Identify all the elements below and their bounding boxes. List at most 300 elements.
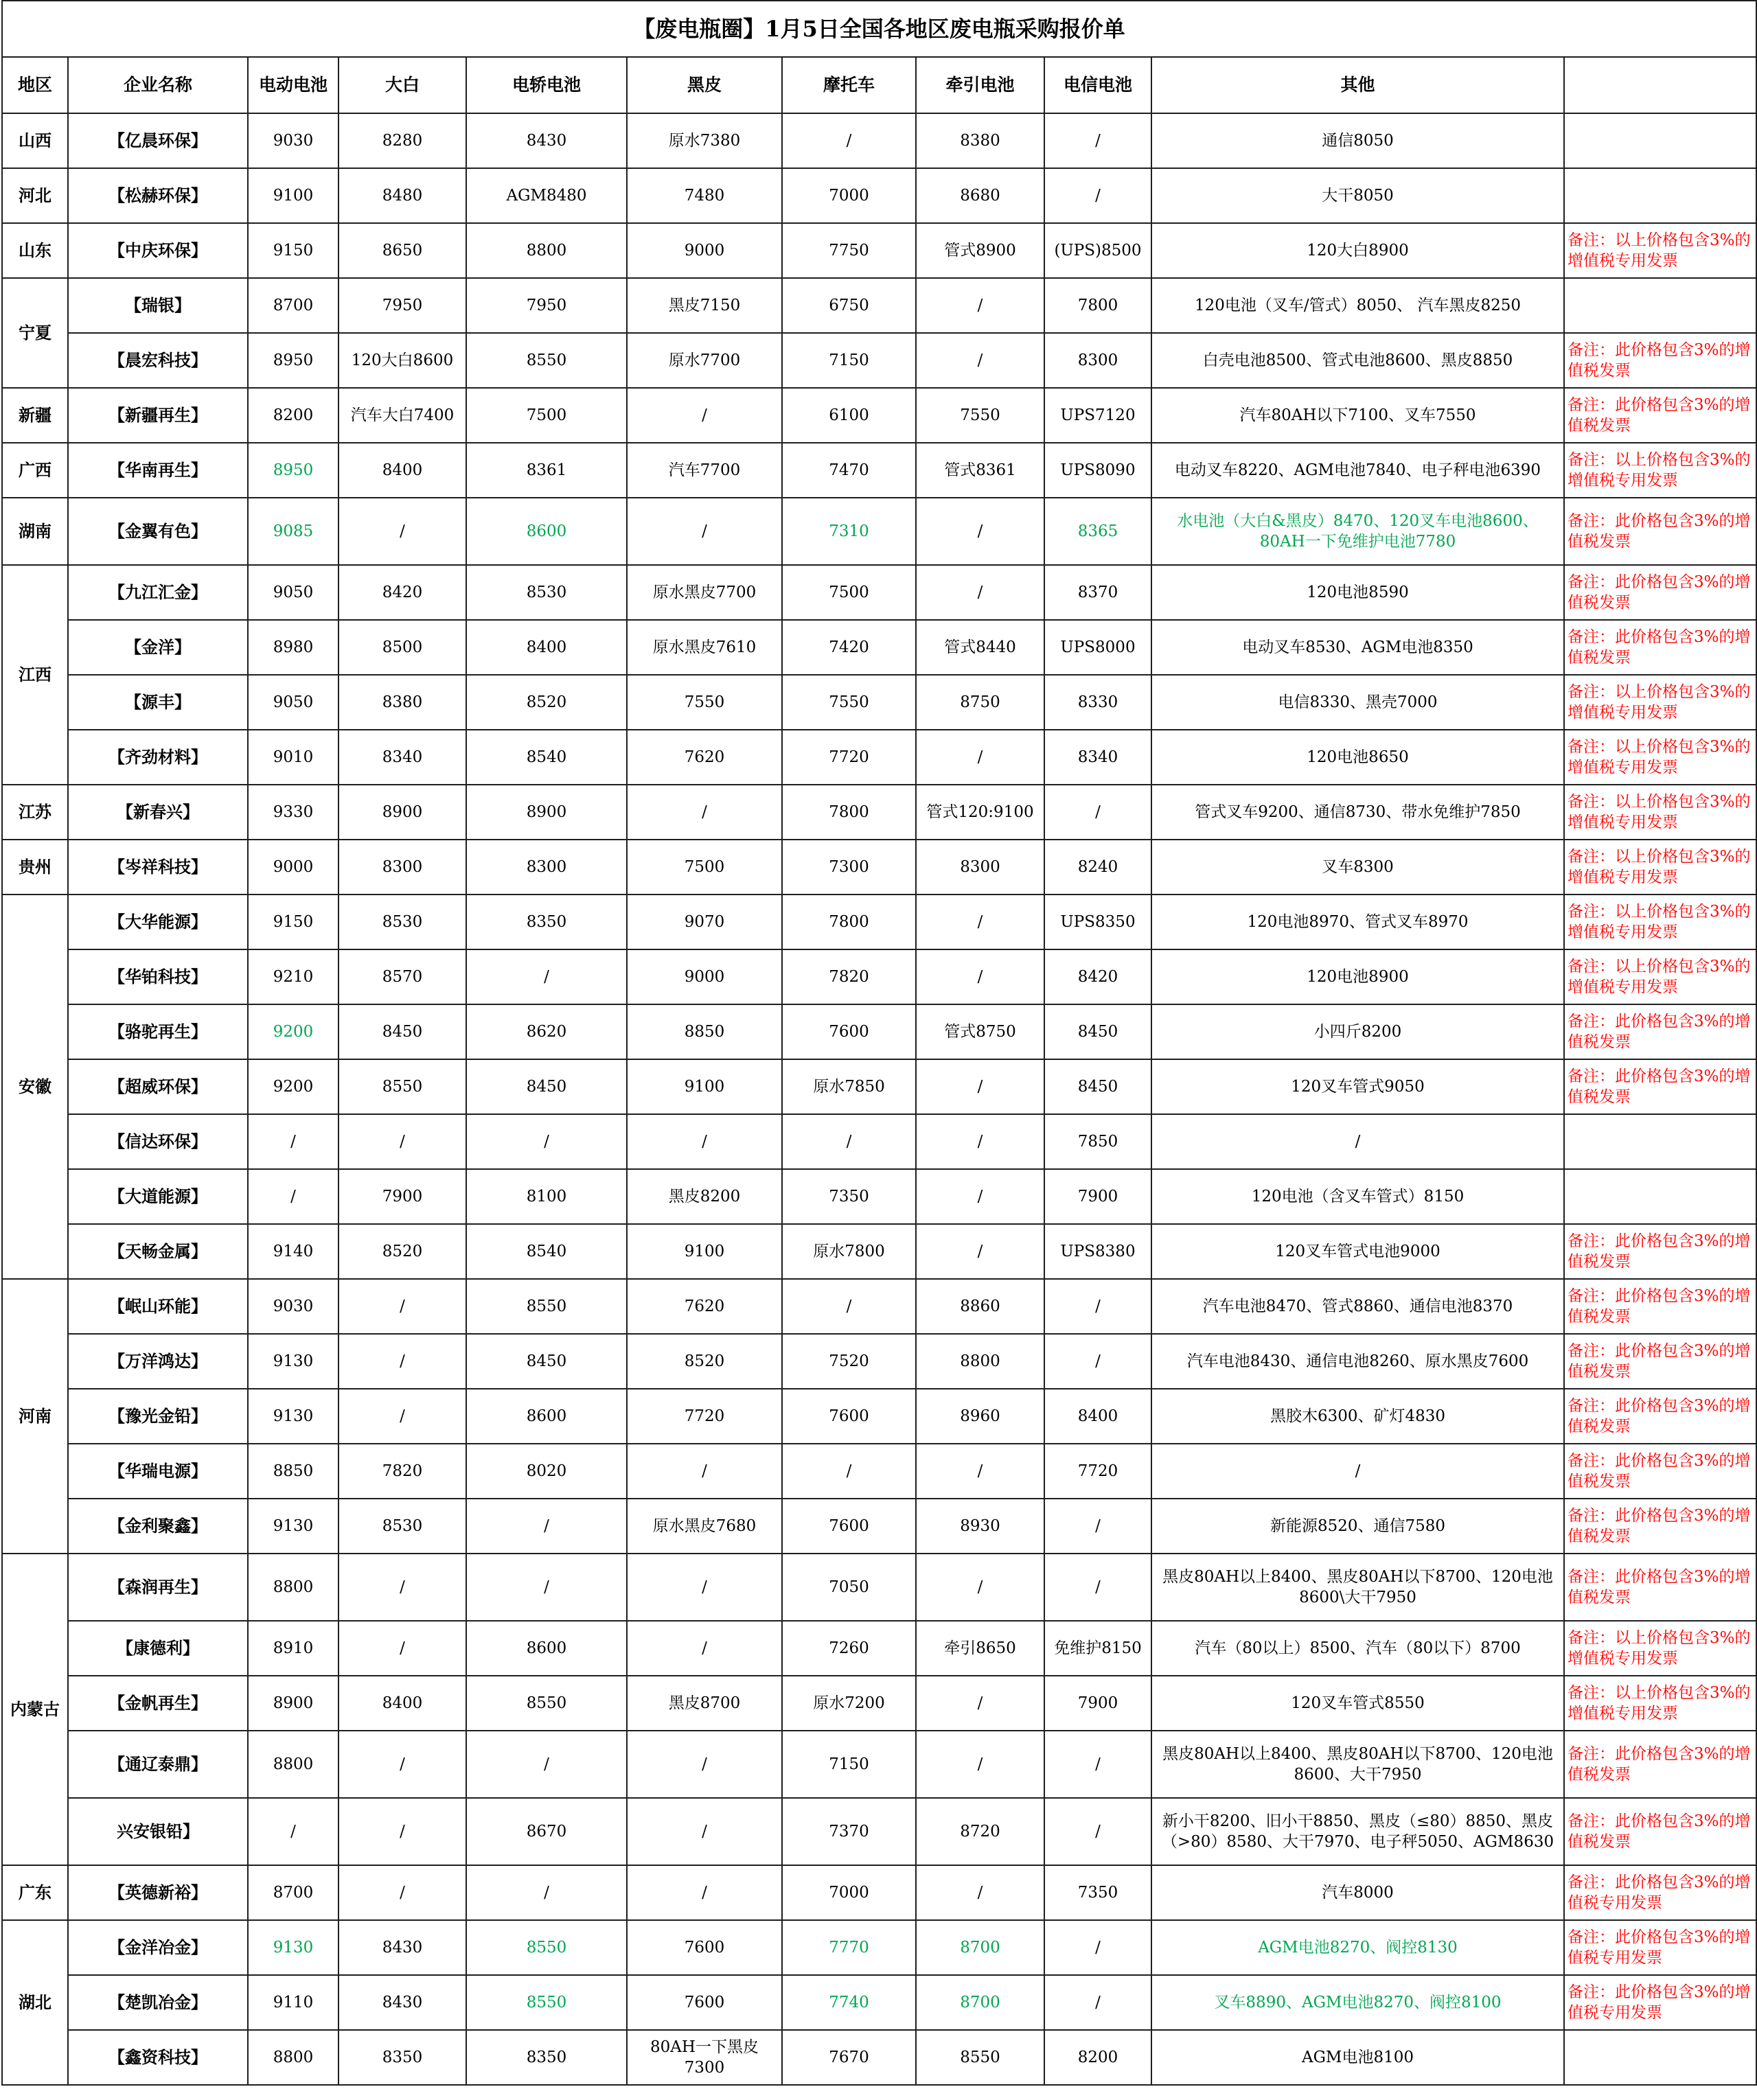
- table-row: [2, 1444, 1756, 1499]
- ev-price: /: [248, 1798, 338, 1865]
- table-body: [2, 113, 1756, 2085]
- ev-price: 9010: [248, 730, 338, 785]
- ev-price: 9330: [248, 785, 338, 840]
- table-row: [2, 1389, 1756, 1444]
- company-name: 【金利聚鑫】: [68, 1499, 248, 1554]
- heipi-price: /: [627, 785, 782, 840]
- note: 备注：此价格包含3%的增值税发票: [1564, 1004, 1756, 1059]
- dianxin-price: /: [1044, 1499, 1151, 1554]
- moto-price: 7800: [782, 785, 916, 840]
- moto-price: 6100: [782, 388, 916, 443]
- other-prices: 新能源8520、通信7580: [1151, 1499, 1564, 1554]
- heipi-price: 7620: [627, 730, 782, 785]
- jiao-price: 7950: [466, 278, 627, 333]
- table-row: [2, 620, 1756, 675]
- dabai-price: 汽车大白7400: [338, 388, 466, 443]
- table-row: [2, 1004, 1756, 1059]
- company-name: 【通辽泰鼎】: [68, 1731, 248, 1798]
- dianxin-price: UPS8380: [1044, 1224, 1151, 1279]
- company-name: 【瑞银】: [68, 278, 248, 333]
- jiao-price: /: [466, 1499, 627, 1554]
- dianxin-price: 8300: [1044, 333, 1151, 388]
- note: 备注：此价格包含3%的增值税发票: [1564, 333, 1756, 388]
- region-cell: 山西: [2, 113, 68, 168]
- table-row: [2, 1224, 1756, 1279]
- note: 备注：以上价格包含3%的增值税专用发票: [1564, 895, 1756, 949]
- other-prices: 120叉车管式8550: [1151, 1676, 1564, 1731]
- heipi-price: 7620: [627, 1279, 782, 1334]
- dabai-price: 8400: [338, 1676, 466, 1731]
- table-row: [2, 1798, 1756, 1865]
- heipi-price: 7500: [627, 840, 782, 895]
- ev-price: 8950: [248, 333, 338, 388]
- note: 备注：此价格包含3%的增值税发票: [1564, 1334, 1756, 1389]
- heipi-price: 9000: [627, 223, 782, 278]
- ev-price: 9030: [248, 1279, 338, 1334]
- note: 备注：此价格包含3%的增值税发票: [1564, 1279, 1756, 1334]
- dabai-price: 8480: [338, 168, 466, 223]
- jiao-price: 8350: [466, 895, 627, 949]
- dianxin-price: 7900: [1044, 1676, 1151, 1731]
- company-name: 【豫光金铅】: [68, 1389, 248, 1444]
- dianxin-price: /: [1044, 1334, 1151, 1389]
- qianyin-price: /: [916, 1865, 1044, 1920]
- qianyin-price: /: [916, 1169, 1044, 1224]
- dabai-price: 8570: [338, 949, 466, 1004]
- jiao-price: 8530: [466, 565, 627, 620]
- ev-price: 8950: [248, 443, 338, 498]
- moto-price: 原水7800: [782, 1224, 916, 1279]
- moto-price: /: [782, 113, 916, 168]
- header-qianyin: 牵引电池: [916, 57, 1044, 113]
- qianyin-price: 8550: [916, 2030, 1044, 2085]
- dabai-price: 8400: [338, 443, 466, 498]
- heipi-price: 原水黑皮7610: [627, 620, 782, 675]
- note: 备注：以上价格包含3%的增值税专用发票: [1564, 840, 1756, 895]
- dianxin-price: /: [1044, 785, 1151, 840]
- table-row: [2, 498, 1756, 565]
- company-name: 【大华能源】: [68, 895, 248, 949]
- note: 备注：此价格包含3%的增值税发票: [1564, 1554, 1756, 1621]
- note: 备注：此价格包含3%的增值税专用发票: [1564, 1865, 1756, 1920]
- qianyin-price: /: [916, 730, 1044, 785]
- dabai-price: 8900: [338, 785, 466, 840]
- ev-price: 9050: [248, 675, 338, 730]
- dianxin-price: UPS7120: [1044, 388, 1151, 443]
- note: 备注：以上价格包含3%的增值税专用发票: [1564, 675, 1756, 730]
- company-name: 【金帆再生】: [68, 1676, 248, 1731]
- note: [1564, 2030, 1756, 2085]
- ev-price: 9085: [248, 498, 338, 565]
- qianyin-price: 8720: [916, 1798, 1044, 1865]
- ev-price: 9130: [248, 1389, 338, 1444]
- dabai-price: 8340: [338, 730, 466, 785]
- dianxin-price: 8400: [1044, 1389, 1151, 1444]
- dianxin-price: 8420: [1044, 949, 1151, 1004]
- ev-price: 8800: [248, 2030, 338, 2085]
- qianyin-price: 7550: [916, 388, 1044, 443]
- note: 备注：此价格包含3%的增值税专用发票: [1564, 1975, 1756, 2030]
- note: 备注：以上价格包含3%的增值税专用发票: [1564, 443, 1756, 498]
- jiao-price: 8800: [466, 223, 627, 278]
- qianyin-price: 8960: [916, 1389, 1044, 1444]
- heipi-price: /: [627, 1554, 782, 1621]
- dabai-price: 8420: [338, 565, 466, 620]
- qianyin-price: 8930: [916, 1499, 1044, 1554]
- dabai-price: 8450: [338, 1004, 466, 1059]
- heipi-price: /: [627, 1865, 782, 1920]
- company-name: 【源丰】: [68, 675, 248, 730]
- table-row: [2, 1279, 1756, 1334]
- note: 备注：此价格包含3%的增值税发票: [1564, 1798, 1756, 1865]
- moto-price: 7350: [782, 1169, 916, 1224]
- ev-price: 9130: [248, 1920, 338, 1975]
- note: 备注：此价格包含3%的增值税发票: [1564, 1224, 1756, 1279]
- dabai-price: 8550: [338, 1059, 466, 1114]
- moto-price: 7600: [782, 1004, 916, 1059]
- dianxin-price: 8450: [1044, 1004, 1151, 1059]
- qianyin-price: /: [916, 1676, 1044, 1731]
- note: 备注：此价格包含3%的增值税发票: [1564, 1059, 1756, 1114]
- table-row: [2, 113, 1756, 168]
- table-row: [2, 785, 1756, 840]
- ev-price: 9140: [248, 1224, 338, 1279]
- moto-price: 7000: [782, 1865, 916, 1920]
- dabai-price: /: [338, 1731, 466, 1798]
- price-table: [1, 0, 1757, 2086]
- header-moto: 摩托车: [782, 57, 916, 113]
- qianyin-price: /: [916, 1224, 1044, 1279]
- company-name: 【大道能源】: [68, 1169, 248, 1224]
- company-name: 【金洋】: [68, 620, 248, 675]
- header-region: 地区: [2, 57, 68, 113]
- dianxin-price: /: [1044, 1798, 1151, 1865]
- heipi-price: /: [627, 1114, 782, 1169]
- page-title: 【废电瓶圈】1月5日全国各地区废电瓶采购报价单: [2, 1, 1756, 57]
- jiao-price: 8450: [466, 1059, 627, 1114]
- jiao-price: 8100: [466, 1169, 627, 1224]
- heipi-price: 80AH一下黑皮7300: [627, 2030, 782, 2085]
- dabai-price: 7900: [338, 1169, 466, 1224]
- qianyin-price: 8300: [916, 840, 1044, 895]
- dianxin-price: 8370: [1044, 565, 1151, 620]
- jiao-price: 8550: [466, 333, 627, 388]
- jiao-price: /: [466, 1114, 627, 1169]
- other-prices: AGM电池8270、阀控8130: [1151, 1920, 1564, 1975]
- moto-price: 7520: [782, 1334, 916, 1389]
- other-prices: 汽车8000: [1151, 1865, 1564, 1920]
- region-cell: 江苏: [2, 785, 68, 840]
- dianxin-price: UPS8000: [1044, 620, 1151, 675]
- company-name: 【亿晨环保】: [68, 113, 248, 168]
- table-row: [2, 388, 1756, 443]
- qianyin-price: 8800: [916, 1334, 1044, 1389]
- company-name: 【楚凯冶金】: [68, 1975, 248, 2030]
- qianyin-price: 8680: [916, 168, 1044, 223]
- table-row: [2, 333, 1756, 388]
- company-name: 【九江汇金】: [68, 565, 248, 620]
- dabai-price: 7820: [338, 1444, 466, 1499]
- heipi-price: 9000: [627, 949, 782, 1004]
- qianyin-price: 管式8361: [916, 443, 1044, 498]
- heipi-price: /: [627, 1798, 782, 1865]
- ev-price: /: [248, 1169, 338, 1224]
- dabai-price: 8530: [338, 895, 466, 949]
- dabai-price: 8430: [338, 1975, 466, 2030]
- region-cell: 广西: [2, 443, 68, 498]
- other-prices: 大干8050: [1151, 168, 1564, 223]
- company-name: 【天畅金属】: [68, 1224, 248, 1279]
- moto-price: 7740: [782, 1975, 916, 2030]
- dianxin-price: UPS8350: [1044, 895, 1151, 949]
- note: [1564, 113, 1756, 168]
- ev-price: 9030: [248, 113, 338, 168]
- ev-price: 9050: [248, 565, 338, 620]
- note: 备注：以上价格包含3%的增值税专用发票: [1564, 1621, 1756, 1676]
- jiao-price: 8670: [466, 1798, 627, 1865]
- moto-price: 7600: [782, 1389, 916, 1444]
- jiao-price: 8620: [466, 1004, 627, 1059]
- dabai-price: 7950: [338, 278, 466, 333]
- jiao-price: 8600: [466, 1389, 627, 1444]
- heipi-price: /: [627, 1621, 782, 1676]
- note: 备注：以上价格包含3%的增值税专用发票: [1564, 730, 1756, 785]
- region-cell: 湖南: [2, 498, 68, 565]
- other-prices: 120叉车管式电池9000: [1151, 1224, 1564, 1279]
- moto-price: 7050: [782, 1554, 916, 1621]
- qianyin-price: /: [916, 1554, 1044, 1621]
- ev-price: 9150: [248, 223, 338, 278]
- qianyin-price: /: [916, 333, 1044, 388]
- jiao-price: 8550: [466, 1676, 627, 1731]
- header-other: 其他: [1151, 57, 1564, 113]
- ev-price: /: [248, 1114, 338, 1169]
- other-prices: 120电池8650: [1151, 730, 1564, 785]
- dianxin-price: (UPS)8500: [1044, 223, 1151, 278]
- moto-price: 7820: [782, 949, 916, 1004]
- company-name: 【万洋鸿达】: [68, 1334, 248, 1389]
- qianyin-price: 管式8440: [916, 620, 1044, 675]
- heipi-price: 7600: [627, 1920, 782, 1975]
- jiao-price: 8600: [466, 498, 627, 565]
- company-name: 【齐劲材料】: [68, 730, 248, 785]
- ev-price: 8850: [248, 1444, 338, 1499]
- other-prices: 叉车8890、AGM电池8270、阀控8100: [1151, 1975, 1564, 2030]
- moto-price: 7310: [782, 498, 916, 565]
- heipi-price: 7480: [627, 168, 782, 223]
- company-name: 【鑫资科技】: [68, 2030, 248, 2085]
- table-row: [2, 675, 1756, 730]
- jiao-price: 8600: [466, 1621, 627, 1676]
- company-name: 【岑祥科技】: [68, 840, 248, 895]
- table-row: [2, 895, 1756, 949]
- jiao-price: 8520: [466, 675, 627, 730]
- ev-price: 9200: [248, 1004, 338, 1059]
- jiao-price: 8400: [466, 620, 627, 675]
- moto-price: 7000: [782, 168, 916, 223]
- table-row: [2, 1334, 1756, 1389]
- dabai-price: /: [338, 1389, 466, 1444]
- ev-price: 8800: [248, 1731, 338, 1798]
- heipi-price: 原水7700: [627, 333, 782, 388]
- moto-price: 原水7200: [782, 1676, 916, 1731]
- moto-price: 7420: [782, 620, 916, 675]
- heipi-price: 9100: [627, 1059, 782, 1114]
- dabai-price: /: [338, 1114, 466, 1169]
- table-row: [2, 223, 1756, 278]
- dianxin-price: /: [1044, 168, 1151, 223]
- jiao-price: /: [466, 1865, 627, 1920]
- company-name: 【华瑞电源】: [68, 1444, 248, 1499]
- company-name: 【中庆环保】: [68, 223, 248, 278]
- jiao-price: /: [466, 1731, 627, 1798]
- company-name: 【康德利】: [68, 1621, 248, 1676]
- note: 备注：此价格包含3%的增值税发票: [1564, 565, 1756, 620]
- ev-price: 8980: [248, 620, 338, 675]
- table-row: [2, 278, 1756, 333]
- note: [1564, 278, 1756, 333]
- moto-price: 7470: [782, 443, 916, 498]
- region-cell: 江西: [2, 565, 68, 785]
- dianxin-price: 7900: [1044, 1169, 1151, 1224]
- heipi-price: 黑皮8200: [627, 1169, 782, 1224]
- ev-price: 9130: [248, 1334, 338, 1389]
- heipi-price: 黑皮8700: [627, 1676, 782, 1731]
- qianyin-price: /: [916, 1444, 1044, 1499]
- price-sheet: [1, 0, 1751, 2086]
- qianyin-price: 管式120:9100: [916, 785, 1044, 840]
- jiao-price: 8350: [466, 2030, 627, 2085]
- region-cell: 安徽: [2, 895, 68, 1279]
- region-cell: 湖北: [2, 1920, 68, 2085]
- heipi-price: /: [627, 1444, 782, 1499]
- company-name: 【晨宏科技】: [68, 333, 248, 388]
- heipi-price: 9100: [627, 1224, 782, 1279]
- company-name: 【华铂科技】: [68, 949, 248, 1004]
- dianxin-price: 8200: [1044, 2030, 1151, 2085]
- dianxin-price: 免维护8150: [1044, 1621, 1151, 1676]
- qianyin-price: 8380: [916, 113, 1044, 168]
- note: 备注：此价格包含3%的增值税发票: [1564, 1499, 1756, 1554]
- jiao-price: 8300: [466, 840, 627, 895]
- note: 备注：以上价格包含3%的增值税专用发票: [1564, 949, 1756, 1004]
- moto-price: 7750: [782, 223, 916, 278]
- qianyin-price: 8700: [916, 1920, 1044, 1975]
- other-prices: 汽车电池8430、通信电池8260、原水黑皮7600: [1151, 1334, 1564, 1389]
- dabai-price: 8280: [338, 113, 466, 168]
- other-prices: 汽车80AH以下7100、叉车7550: [1151, 388, 1564, 443]
- note: 备注：此价格包含3%的增值税发票: [1564, 498, 1756, 565]
- heipi-price: 8520: [627, 1334, 782, 1389]
- other-prices: 120电池8900: [1151, 949, 1564, 1004]
- qianyin-price: /: [916, 498, 1044, 565]
- other-prices: AGM电池8100: [1151, 2030, 1564, 2085]
- other-prices: 120电池（含叉车管式）8150: [1151, 1169, 1564, 1224]
- moto-price: 7670: [782, 2030, 916, 2085]
- region-cell: 河南: [2, 1279, 68, 1554]
- other-prices: /: [1151, 1114, 1564, 1169]
- table-row: [2, 565, 1756, 620]
- jiao-price: 8450: [466, 1334, 627, 1389]
- note: 备注：此价格包含3%的增值税发票: [1564, 1731, 1756, 1798]
- dianxin-price: 7350: [1044, 1865, 1151, 1920]
- other-prices: 黑皮80AH以上8400、黑皮80AH以下8700、120电池8600、大干7950: [1151, 1731, 1564, 1798]
- qianyin-price: 牵引8650: [916, 1621, 1044, 1676]
- header-ev: 电动电池: [248, 57, 338, 113]
- other-prices: 叉车8300: [1151, 840, 1564, 895]
- note: [1564, 1114, 1756, 1169]
- dabai-price: 8500: [338, 620, 466, 675]
- table-row: [2, 1621, 1756, 1676]
- company-name: 【金翼有色】: [68, 498, 248, 565]
- dianxin-price: UPS8090: [1044, 443, 1151, 498]
- dabai-price: 8300: [338, 840, 466, 895]
- jiao-price: 8550: [466, 1279, 627, 1334]
- dianxin-price: /: [1044, 1731, 1151, 1798]
- moto-price: 7370: [782, 1798, 916, 1865]
- moto-price: 7800: [782, 895, 916, 949]
- note: 备注：此价格包含3%的增值税发票: [1564, 388, 1756, 443]
- dabai-price: /: [338, 1554, 466, 1621]
- note: 备注：此价格包含3%的增值税发票: [1564, 1389, 1756, 1444]
- ev-price: 8700: [248, 1865, 338, 1920]
- table-row: [2, 1169, 1756, 1224]
- header-row: [2, 57, 1756, 113]
- dianxin-price: /: [1044, 113, 1151, 168]
- company-name: 【信达环保】: [68, 1114, 248, 1169]
- region-cell: 内蒙古: [2, 1554, 68, 1865]
- dianxin-price: 7720: [1044, 1444, 1151, 1499]
- heipi-price: /: [627, 498, 782, 565]
- company-name: 【金洋冶金】: [68, 1920, 248, 1975]
- other-prices: 120叉车管式9050: [1151, 1059, 1564, 1114]
- dabai-price: /: [338, 1621, 466, 1676]
- region-cell: 新疆: [2, 388, 68, 443]
- dianxin-price: /: [1044, 1975, 1151, 2030]
- other-prices: 电动叉车8530、AGM电池8350: [1151, 620, 1564, 675]
- jiao-price: 8020: [466, 1444, 627, 1499]
- moto-price: /: [782, 1279, 916, 1334]
- qianyin-price: /: [916, 1731, 1044, 1798]
- note: 备注：以上价格包含3%的增值税专用发票: [1564, 223, 1756, 278]
- ev-price: 8800: [248, 1554, 338, 1621]
- qianyin-price: /: [916, 1059, 1044, 1114]
- moto-price: 原水7850: [782, 1059, 916, 1114]
- qianyin-price: /: [916, 895, 1044, 949]
- other-prices: /: [1151, 1444, 1564, 1499]
- dabai-price: 8430: [338, 1920, 466, 1975]
- table-row: [2, 443, 1756, 498]
- heipi-price: 原水黑皮7700: [627, 565, 782, 620]
- header-dianxin: 电信电池: [1044, 57, 1151, 113]
- dianxin-price: 8240: [1044, 840, 1151, 895]
- heipi-price: 7720: [627, 1389, 782, 1444]
- qianyin-price: 管式8750: [916, 1004, 1044, 1059]
- heipi-price: /: [627, 1731, 782, 1798]
- table-row: [2, 1865, 1756, 1920]
- table-row: [2, 168, 1756, 223]
- company-name: 【岷山环能】: [68, 1279, 248, 1334]
- note: 备注：以上价格包含3%的增值税专用发票: [1564, 785, 1756, 840]
- header-note: [1564, 57, 1756, 113]
- dabai-price: 8650: [338, 223, 466, 278]
- table-row: [2, 949, 1756, 1004]
- region-cell: 河北: [2, 168, 68, 223]
- dabai-price: /: [338, 498, 466, 565]
- moto-price: 7260: [782, 1621, 916, 1676]
- table-row: [2, 1059, 1756, 1114]
- region-cell: 山东: [2, 223, 68, 278]
